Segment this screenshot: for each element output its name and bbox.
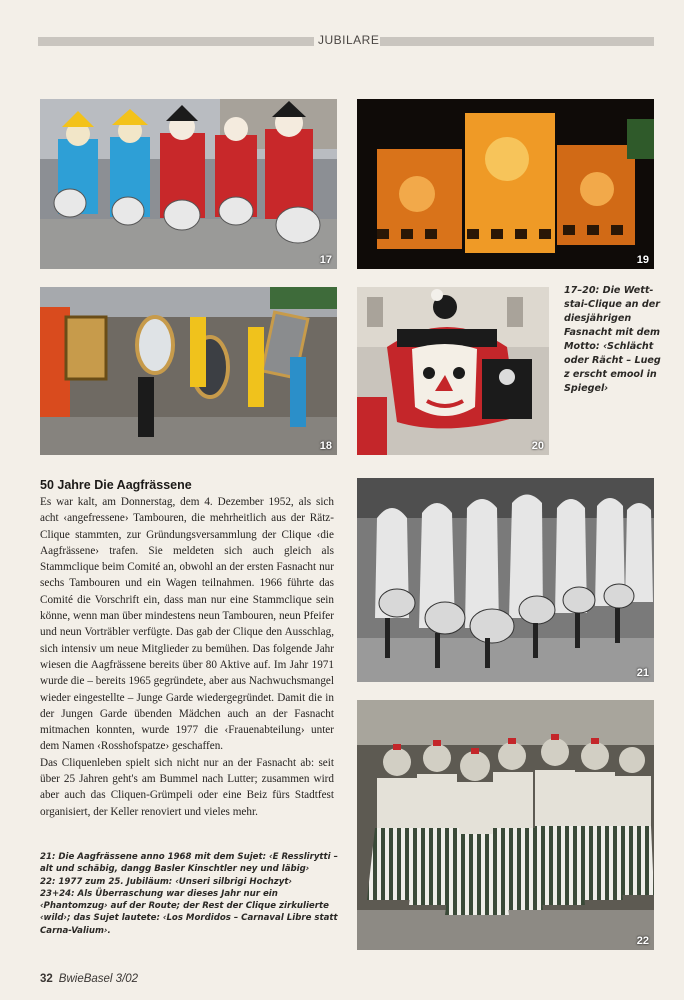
article-paragraph: Das Cliquenleben spielt sich nicht nur an der Fasnacht ab: seit über 25 Jahren geht's am Bummel nach Lutter; zusammen wird aber auch das Cliquen-Grümpeli oder eine Beiz fürs Stadtfest organisiert, der Keller renoviert und vieles mehr.: [40, 756, 334, 818]
page-number: 32: [40, 973, 53, 985]
header-rule-left: [38, 37, 314, 46]
photo-caption-21-24: [40, 851, 340, 937]
photo-number: 21: [636, 667, 649, 679]
section-label: JUBILARE: [318, 33, 380, 47]
article-body: [40, 494, 334, 820]
photo-caption-17-20: 17–20: Die Wett-stai-Clique an der diesjährigen Fasnacht mit dem Motto: ‹Schlächt oder Rächt – Lueg z erscht emool in Spiegel›: [564, 285, 661, 394]
caption-entry: 21: Die Aagfrässene anno 1968 mit dem Sujet: ‹E Resslirytti – alt und schäbig, dangg Basler Kinschtler ney und läbig›: [40, 852, 338, 875]
photo-number: 20: [531, 440, 544, 452]
photo-number: 22: [636, 935, 649, 947]
photo-21-horse-costumes-1968: [357, 478, 654, 682]
caption-entry: 22: 1977 zum 25. Jubiläum: ‹Unseri silbrigi Hochzyt›: [40, 876, 292, 887]
page-footer: [40, 973, 138, 985]
magazine-issue: BwieBasel 3/02: [58, 973, 139, 985]
caption-entry: 23+24: Als Überraschung war dieses Jahr nur ein ‹Phantomzug› auf der Route; der Rest der Clique zirkulierte ‹wild›; das Sujet lautete: ‹Los Mordidos – Carnaval Libre statt Carna-Valium›.: [40, 888, 338, 936]
photo-22-striped-costumes: [357, 700, 654, 950]
article-paragraph: Es war kalt, am Donnerstag, dem 4. Dezember 1952, als sich acht ‹angefressene› Tambouren, die mehrheitlich aus der Rätz-Clique stammten, zur Gründungsversammlung der Clique ‹die Aagfrässene› trafen. Sie meldeten sich auch gleich als Stammclique beim Comité an, obwohl an der ersten Fasnacht nur sechs Tambouren und ein Wagen teilnahmen. 1966 führte das Comité die Vorschrift ein, dass man nur eine Stammclique sein könne, wenn man über mindestens neun Tambouren, neun Pfeifer und neun Vorträbler verfügte. Das gab der Clique den Ausschlag, sich intensiv um neue Mitglieder zu bemühen. Das folgende Jahr wiesen die Aagfrässene bereits über 80 Aktive auf. Im Jahr 1971 wurde die – bereits 1965 gegründete, aber aus Nachwuchsmangel wieder eingestellte – Junge Garde wiedergegründet. Damit die in der Jungen Garde übenden Mädchen auch an der Fasnacht mitmachen konnten, wurde 1977 die ‹Frauenabteilung› unter dem Namen ‹Rosshofspatze› geschaffen.: [40, 496, 334, 753]
article-title: 50 Jahre Die Aagfrässene: [40, 478, 192, 492]
photo-number: 17: [319, 254, 332, 266]
photo-number: 19: [636, 254, 649, 266]
header-rule-right: [380, 37, 654, 46]
photo-number: 18: [319, 440, 332, 452]
photo-17-drummers-parade: [40, 99, 337, 269]
photo-20-jester-mask: [357, 287, 549, 455]
photo-19-lantern: [357, 99, 654, 269]
photo-18-mirror-costumes: [40, 287, 337, 455]
